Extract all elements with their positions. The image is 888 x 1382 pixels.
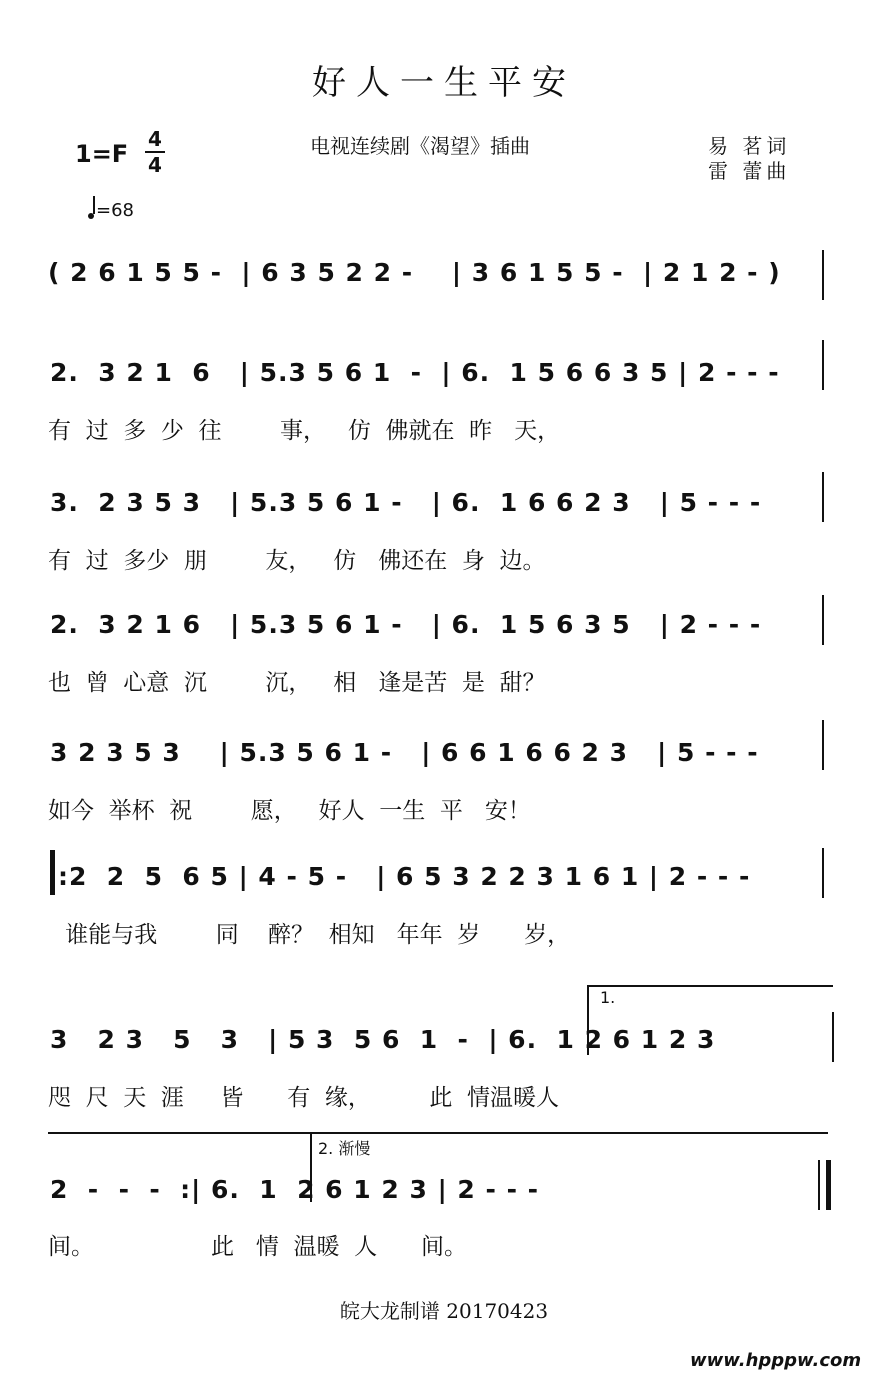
score-line-1: 2. 3 2 1 6 | 5.3 5 6 1 - | 6. 1 5 6 6 3 5 | 2 - - - — [50, 358, 780, 387]
score-line-intro: ( 2 6 1 5 5 - | 6 3 5 2 2 - | 3 6 1 5 5 - | 2 1 2 - ) — [48, 258, 781, 287]
footer-credit: 皖大龙制谱 20170423 — [339, 1299, 549, 1323]
lyrics-line-4: 如今 举杯 祝 愿， 好人 一生 平 安！ — [48, 798, 531, 824]
lyrics-line-1: 有 过 多 少 往 事， 仿 佛就在 昨 天， — [48, 418, 561, 444]
lyricist-credit: 易 茗词 — [708, 134, 791, 158]
score-line-5: :2 2 5 6 5 | 4 - 5 - | 6 5 3 2 2 3 1 6 1 | 2 - - - — [58, 862, 751, 891]
time-signature-top: 4 — [148, 127, 162, 151]
second-ending-label: 2. 渐慢 — [318, 1139, 371, 1158]
subtitle: 电视连续剧《渴望》插曲 — [310, 134, 530, 158]
key-signature: 1=F — [75, 140, 129, 168]
composer-credit: 雷 蕾曲 — [708, 159, 791, 183]
lyrics-line-5: 谁能与我 同 醉？ 相知 年年 岁 岁， — [58, 922, 571, 948]
first-ending-label: 1. — [600, 988, 616, 1007]
score-line-2: 3. 2 3 5 3 | 5.3 5 6 1 - | 6. 1 6 6 2 3 | 5 - - - — [50, 488, 762, 517]
score-line-4: 3 2 3 5 3 | 5.3 5 6 1 - | 6 6 1 6 6 2 3 | 5 - - - — [50, 738, 759, 767]
score-line-6: 3 2 3 5 3 | 5 3 5 6 1 - | 6. 1 2 6 1 2 3 — [50, 1025, 716, 1054]
time-signature-bottom: 4 — [148, 153, 162, 177]
time-signature — [145, 128, 165, 176]
lyrics-line-2: 有 过 多少 朋 友， 仿 佛还在 身 边。 — [48, 548, 546, 574]
lyrics-line-3: 也 曾 心意 沉 沉， 相 逢是苦 是 甜？ — [48, 670, 546, 696]
tempo-marking — [88, 198, 134, 221]
website-watermark: www.hpppw.com — [690, 1350, 862, 1371]
song-title: 好人一生平安 — [312, 63, 576, 103]
tempo-value: =68 — [96, 200, 134, 221]
lyrics-line-7: 间。 此 情 温暖 人 间。 — [48, 1234, 468, 1260]
lyrics-line-6: 咫 尺 天 涯 皆 有 缘， 此 情温暖人 — [48, 1085, 560, 1111]
score-line-3: 2. 3 2 1 6 | 5.3 5 6 1 - | 6. 1 5 6 3 5 | 2 - - - — [50, 610, 762, 639]
score-line-7: 2 - - - :| 6. 1 2 6 1 2 3 | 2 - - - — [50, 1175, 540, 1204]
